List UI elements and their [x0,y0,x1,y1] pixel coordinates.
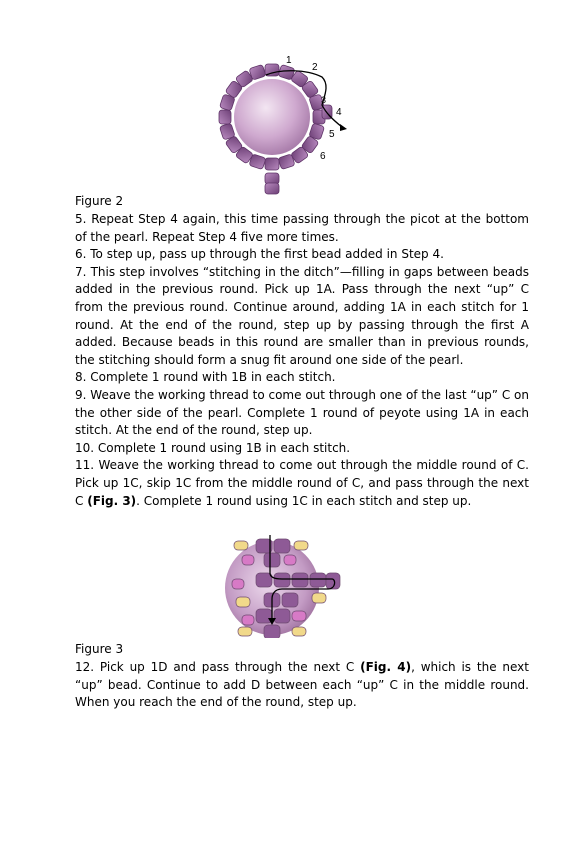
step-11-text-a: 11. Weave the working thread to come out through the middle round of C. Pick up 1C, skip 1C from the middle round of C, and pass through the next C [75,458,529,508]
step-12-text-a: 12. Pick up 1D and pass through the next C [75,660,361,674]
fig2-label-6: 6 [320,151,326,162]
step-12 [75,659,529,712]
step-5: 5. Repeat Step 4 again, this time passing through the picot at the bottom of the pearl. Repeat Step 4 five more times. [75,212,529,244]
b-bead [284,555,296,565]
fig2-label-4: 4 [336,107,342,118]
c-bead [292,573,308,587]
bead [219,123,235,140]
c-bead [264,553,280,567]
c-bead [282,593,298,607]
figure-3-caption: Figure 3 [75,642,124,656]
pearl [234,79,310,155]
step-12-figure-ref: (Fig. 4) [360,660,412,674]
a-bead [294,541,308,550]
b-bead [292,611,306,621]
instructions-block-1 [75,211,529,510]
b-bead [232,579,244,589]
step-11-text-b: . Complete 1 round using 1C in each stitch and step up. [136,493,472,508]
a-bead [312,593,326,603]
a-bead [238,627,252,636]
step-10: 10. Complete 1 round using 1B in each stitch. [75,440,351,455]
c-bead [274,539,290,553]
c-bead [256,573,272,587]
c-bead [310,573,326,587]
instructions-block-2 [75,659,529,712]
fig2-label-5: 5 [329,129,335,140]
c-bead [264,625,280,638]
c-bead [274,609,290,623]
step-11 [75,457,529,510]
fig2-label-1: 1 [286,55,292,66]
bead [219,110,231,124]
step-8: 8. Complete 1 round with 1B in each stitch. [75,370,336,385]
picot-bead [265,183,279,194]
figure-2-illustration [210,55,360,195]
figure-2-caption: Figure 2 [75,194,124,208]
fig2-label-3: 3 [321,95,327,105]
b-bead [242,555,254,565]
step-9: 9. Weave the working thread to come out through one of the last “up” C on the other side of the pearl. Complete 1 round of peyote using 1A in each stitch. At the end of the round, step up. [75,387,529,438]
a-bead [234,541,248,550]
step-12-text-b: , which is the next “up” bead. Continue to add D between each “up” C in the middle round. When you reach the end of the round, step up. [75,660,529,710]
picot-bead [265,173,279,184]
c-bead [274,573,290,587]
fig2-label-2: 2 [312,62,318,73]
step-6: 6. To step up, pass up through the first bead added in Step 4. [75,247,444,262]
step-7: 7. This step involves “stitching in the ditch”—filling in gaps between beads added in the previous round. Pick up 1A. Pass through the next “up” C from the previous round. Continue around, adding 1A in each stitch for 1 round. At the end of the round, step up by passing through the first A added. Because beads in this round are smaller than in previous rounds, the stitching should form a snug fit around one side of the pearl. [75,264,529,367]
bead [278,154,295,170]
figure-3-illustration [222,533,347,638]
a-bead [236,597,250,607]
c-bead [256,609,272,623]
b-bead [242,615,254,625]
bead [265,158,279,170]
thread-arrow [340,124,347,131]
bead [249,64,266,80]
step-11-figure-ref: (Fig. 3) [87,493,137,508]
a-bead [292,627,306,636]
